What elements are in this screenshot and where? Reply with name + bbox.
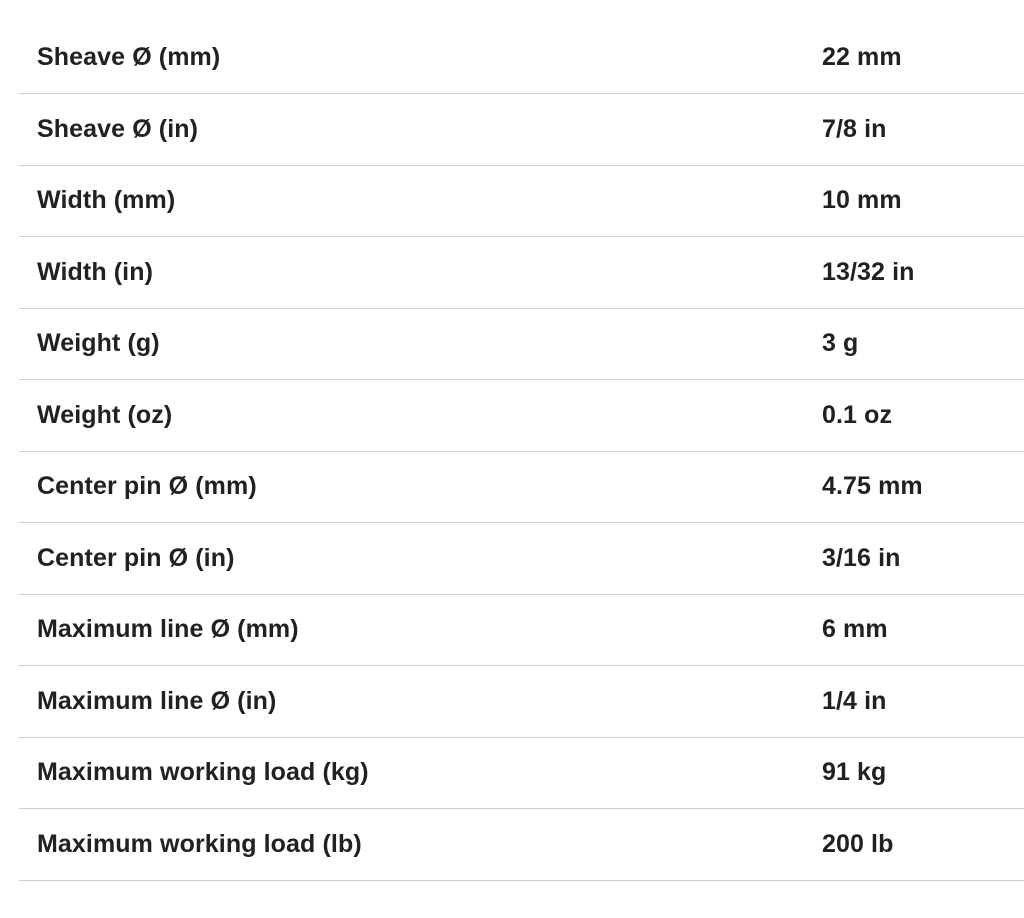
spec-value: 4.75 mm [822,472,923,501]
spec-value: 200 lb [822,829,894,858]
spec-label: Width (mm) [37,186,176,215]
spec-value: 10 mm [822,186,902,215]
spec-value: 0.1 oz [822,400,893,429]
spec-label: Weight (oz) [37,400,173,429]
specifications-table-body [19,22,1024,880]
table-row [19,594,1024,666]
spec-label: Width (in) [37,257,154,286]
table-row [19,737,1024,809]
table-row [19,380,1024,452]
spec-value: 91 kg [822,758,887,787]
table-row [19,94,1024,166]
spec-value: 1/4 in [822,686,887,715]
spec-label: Maximum working load (lb) [37,829,362,858]
table-row [19,308,1024,380]
table-row [19,237,1024,309]
table-row [19,165,1024,237]
table-row [19,809,1024,881]
table-row [19,666,1024,738]
spec-value: 7/8 in [822,114,887,143]
spec-label: Sheave Ø (mm) [37,43,221,71]
spec-value: 6 mm [822,615,888,644]
spec-value: 3 g [822,329,859,358]
spec-label: Center pin Ø (mm) [37,472,257,501]
spec-label: Maximum line Ø (mm) [37,615,299,644]
spec-label: Weight (g) [37,329,160,358]
table-row [19,451,1024,523]
specifications-table [19,22,1024,881]
spec-label: Maximum line Ø (in) [37,686,277,715]
table-row [19,523,1024,595]
spec-value: 22 mm [822,43,902,71]
spec-label: Maximum working load (kg) [37,758,369,787]
table-row [19,22,1024,94]
spec-label: Sheave Ø (in) [37,114,199,143]
spec-label: Center pin Ø (in) [37,543,235,572]
spec-value: 3/16 in [822,543,901,572]
spec-value: 13/32 in [822,257,915,286]
